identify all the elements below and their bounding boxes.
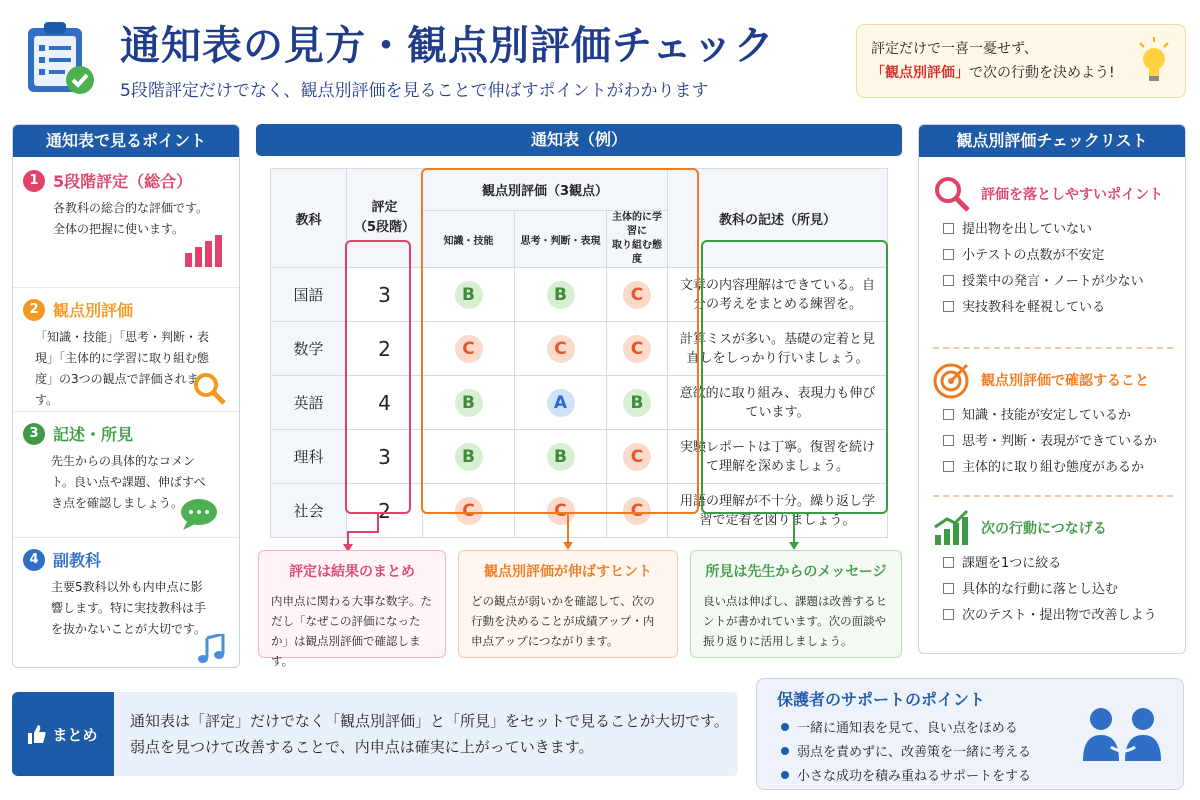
checklist-item[interactable]: 課題を1つに絞る — [943, 551, 1177, 577]
grade-cell — [515, 268, 607, 322]
right-panel — [918, 124, 1186, 654]
summary-text — [130, 708, 729, 760]
grade-cell — [515, 322, 607, 376]
checklist-item[interactable]: 実技教科を軽視している — [943, 295, 1177, 321]
subject-cell: 国語 — [271, 268, 347, 322]
checklist-title: 次の行動につなげる — [981, 521, 1107, 537]
checkbox[interactable] — [943, 583, 954, 594]
center-panel-heading: 通知表（例） — [256, 124, 902, 156]
grade-badge: C — [623, 497, 651, 525]
tip-highlight: 「観点別評価」 — [871, 65, 969, 81]
divider — [933, 347, 1173, 349]
note-title: 所見は先生からのメッセージ — [705, 564, 887, 580]
subject-cell: 英語 — [271, 376, 347, 430]
checklist-item[interactable]: 主体的に取り組む態度があるか — [943, 455, 1177, 481]
right-panel-heading: 観点別評価チェックリスト — [919, 125, 1185, 157]
tip-line2-text: で次の行動を決めよう! — [969, 65, 1115, 81]
section-text: 主要5教科以外も内申点に影響します。特に実技教科は手を抜かないことが大切です。 — [51, 580, 207, 636]
grade-cell — [515, 376, 607, 430]
checkbox[interactable] — [943, 435, 954, 446]
target-icon — [933, 361, 971, 399]
comment-cell: 文章の内容理解はできている。自分の考えをまとめる練習を。 — [667, 268, 887, 322]
summary-tag-label: まとめ — [52, 725, 98, 744]
table-row — [271, 322, 888, 376]
left-panel-heading: 通知表で見るポイント — [13, 125, 239, 157]
grade-badge: C — [455, 335, 483, 363]
checklist-section-3 — [933, 509, 1177, 629]
magnifier-icon — [933, 175, 971, 213]
checklist-item[interactable]: 具体的な行動に落とし込む — [943, 577, 1177, 603]
summary-line1: 通知表は「評定」だけでなく「観点別評価」と「所見」をセットで見ることが大切です。 — [130, 712, 729, 730]
divider — [933, 495, 1173, 497]
grade-badge: C — [623, 335, 651, 363]
grade-cell — [607, 376, 668, 430]
grade-cell — [423, 268, 515, 322]
bar-chart-icon — [183, 233, 223, 267]
grade-cell — [423, 376, 515, 430]
comment-cell: 用語の理解が不十分。繰り返し学習で定着を図りましょう。 — [667, 484, 887, 538]
table-row — [271, 430, 888, 484]
magnifier-icon — [193, 372, 227, 406]
note-text: 内申点に関わる大事な数字。ただし「なぜこの評価になったか」は観点別評価で確認します。 — [271, 594, 432, 668]
lightbulb-icon — [1137, 37, 1171, 87]
left-section-3 — [13, 411, 239, 537]
summary-tag — [12, 692, 114, 776]
checklist-section-2 — [933, 361, 1177, 481]
note-viewpoints — [458, 550, 678, 658]
note-text: どの観点が弱いかを確認して、次の行動を決めることが成績アップ・内申点アップにつながります。 — [471, 594, 655, 648]
left-section-1 — [13, 169, 239, 287]
grade-badge: B — [547, 281, 575, 309]
grade-badge: B — [455, 281, 483, 309]
section-number: 3 — [23, 423, 45, 445]
note-text: 良い点は伸ばし、課題は改善するヒントが書かれています。次の面談や振り返りに活用しましょう。 — [703, 594, 887, 648]
checkbox[interactable] — [943, 249, 954, 260]
connector-arrows — [330, 514, 810, 554]
grade-badge: C — [547, 335, 575, 363]
left-section-2 — [13, 287, 239, 411]
section-number: 2 — [23, 299, 45, 321]
col-viewpoints: 観点別評価（3観点） — [423, 169, 668, 211]
growth-chart-icon — [933, 509, 971, 547]
grade-badge: C — [623, 443, 651, 471]
grade-badge: C — [623, 281, 651, 309]
parent-support-box — [756, 678, 1184, 790]
checkbox[interactable] — [943, 409, 954, 420]
checklist-item[interactable]: 授業中の発言・ノートが少ない — [943, 269, 1177, 295]
checkbox[interactable] — [943, 557, 954, 568]
checklist-title: 観点別評価で確認すること — [981, 373, 1149, 389]
tip-line2 — [871, 61, 1171, 85]
checklist-item[interactable]: 知識・技能が安定しているか — [943, 403, 1177, 429]
subcol-attitude: 主体的に学習に 取り組む態度 — [607, 211, 668, 268]
section-number: 4 — [23, 549, 45, 571]
grade-badge: C — [455, 497, 483, 525]
page-title: 通知表の見方・観点別評価チェック — [120, 23, 775, 69]
page-subtitle: 5段階評定だけでなく、観点別評価を見ることで伸ばすポイントがわかります — [120, 81, 709, 101]
rating-cell: 3 — [347, 430, 423, 484]
table-row — [271, 376, 888, 430]
section-title: 5段階評定（総合） — [53, 172, 193, 191]
grade-cell — [515, 430, 607, 484]
thumbs-up-icon — [28, 724, 46, 744]
tip-box — [856, 24, 1186, 98]
checklist-item[interactable]: 思考・判断・表現ができているか — [943, 429, 1177, 455]
people-icon — [1081, 705, 1165, 765]
subcol-thinking: 思考・判断・表現 — [515, 211, 607, 268]
comment-cell: 計算ミスが多い。基礎の定着と見直しをしっかり行いましょう。 — [667, 322, 887, 376]
grade-badge: B — [547, 443, 575, 471]
music-note-icon — [197, 634, 225, 664]
left-section-4 — [13, 537, 239, 667]
rating-cell: 3 — [347, 268, 423, 322]
left-panel — [12, 124, 240, 668]
checklist-item[interactable]: 小テストの点数が不安定 — [943, 243, 1177, 269]
section-title: 記述・所見 — [53, 425, 134, 444]
subcol-knowledge: 知識・技能 — [423, 211, 515, 268]
checklist-title: 評価を落としやすいポイント — [981, 187, 1163, 203]
section-title: 副教科 — [53, 551, 102, 570]
checklist-section-1 — [933, 175, 1177, 321]
summary-line2: 弱点を見つけて改善することで、内申点は確実に上がっていきます。 — [130, 738, 594, 756]
support-item: 弱点を責めずに、改善策を一緒に考える — [781, 741, 1031, 760]
comment-cell: 実験レポートは丁寧。復習を続けて理解を深めましょう。 — [667, 430, 887, 484]
table-row — [271, 268, 888, 322]
col-rating: 評定 （5段階） — [347, 169, 423, 268]
note-title: 評定は結果のまとめ — [289, 564, 415, 580]
support-item: 小さな成功を積み重ねるサポートをする — [781, 765, 1031, 784]
rating-cell: 2 — [347, 484, 423, 538]
col-subject: 教科 — [271, 169, 347, 268]
subject-cell: 社会 — [271, 484, 347, 538]
grade-cell — [607, 322, 668, 376]
checklist-item[interactable]: 提出物を出していない — [943, 217, 1177, 243]
rating-cell: 4 — [347, 376, 423, 430]
note-rating — [258, 550, 446, 668]
grade-badge: B — [623, 389, 651, 417]
section-text: 先生からの具体的なコメント。良い点や課題、伸ばすべき点を確認しましょう。 — [51, 454, 206, 510]
support-heading: 保護者のサポートのポイント — [777, 690, 986, 709]
checkbox[interactable] — [943, 609, 954, 620]
grade-cell — [607, 268, 668, 322]
comment-cell: 意欲的に取り組み、表現力も伸びています。 — [667, 376, 887, 430]
checkbox[interactable] — [943, 223, 954, 234]
tip-line1: 評定だけで一喜一憂せず、 — [871, 41, 1038, 57]
subject-cell: 理科 — [271, 430, 347, 484]
grade-badge: A — [547, 389, 575, 417]
note-comment — [690, 550, 902, 658]
speech-bubble-icon — [179, 498, 219, 530]
grade-badge: B — [455, 443, 483, 471]
checkbox[interactable] — [943, 275, 954, 286]
grade-badge: C — [547, 497, 575, 525]
section-text: 各教科の総合的な評価です。全体の把握に使います。 — [53, 201, 209, 236]
checkbox[interactable] — [943, 461, 954, 472]
col-comment: 教科の記述（所見） — [667, 169, 887, 268]
grade-cell — [423, 430, 515, 484]
grade-cell — [423, 322, 515, 376]
clipboard-check-icon — [24, 18, 96, 98]
section-number: 1 — [23, 170, 45, 192]
note-title: 観点別評価が伸ばすヒント — [484, 564, 652, 580]
support-item: 一緒に通知表を見て、良い点をほめる — [781, 717, 1018, 736]
grade-cell — [607, 430, 668, 484]
subject-cell: 数学 — [271, 322, 347, 376]
checkbox[interactable] — [943, 301, 954, 312]
report-card-table — [270, 168, 888, 538]
grade-badge: B — [455, 389, 483, 417]
section-title: 観点別評価 — [53, 301, 134, 320]
rating-cell: 2 — [347, 322, 423, 376]
checklist-item[interactable]: 次のテスト・提出物で改善しよう — [943, 603, 1177, 629]
section-text: 「知識・技能」「思考・判断・表現」「主体的に学習に取り組む態度」の3つの観点で評価されます。 — [35, 330, 210, 407]
